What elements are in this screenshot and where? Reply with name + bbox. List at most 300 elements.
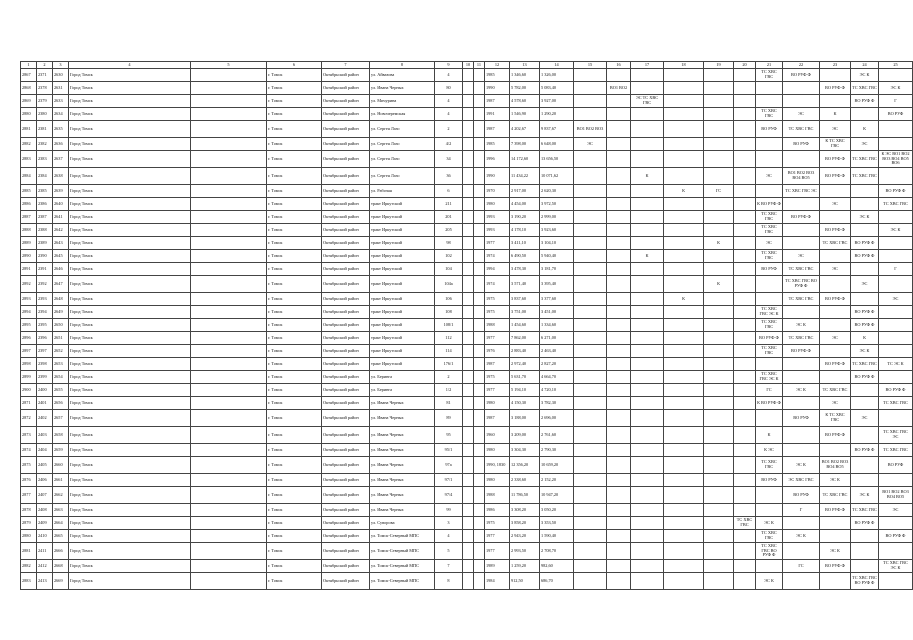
table-cell: Октябрьский район [322, 371, 370, 384]
header-cell: 16 [607, 62, 631, 69]
table-cell: ГС [756, 384, 783, 397]
table-cell: 3 209,00 [510, 427, 540, 444]
header-cell: 25 [879, 62, 913, 69]
table-cell [574, 345, 607, 358]
table-cell [463, 371, 474, 384]
table-cell [879, 121, 913, 138]
table-cell: г. Томск [267, 410, 322, 427]
table-cell [704, 319, 734, 332]
table-cell: 108/1 [435, 319, 463, 332]
table-cell [191, 530, 267, 543]
table-cell [783, 517, 820, 530]
table-cell: 13 656,50 [540, 151, 574, 168]
table-cell: ВО РУФ Ф [879, 185, 913, 198]
table-cell [607, 457, 631, 474]
table-cell: 3 927,00 [540, 95, 574, 108]
header-cell: 4 [69, 62, 191, 69]
table-cell [474, 427, 485, 444]
table-cell: ул. Томск-Северный МПС [370, 543, 435, 560]
table-cell: 4 454,00 [510, 198, 540, 211]
table-cell [879, 306, 913, 319]
table-cell: ЭС К [851, 211, 879, 224]
header-cell: 17 [631, 62, 664, 69]
table-cell [704, 82, 734, 95]
table-cell: 3 751,00 [510, 306, 540, 319]
table-cell [704, 371, 734, 384]
header-cell: 1 [21, 62, 37, 69]
table-cell [463, 384, 474, 397]
table-cell: Октябрьский район [322, 121, 370, 138]
table-cell [704, 543, 734, 560]
table-cell: ТС ХВС ГВС [734, 517, 756, 530]
table-cell [191, 237, 267, 250]
table-cell: Октябрьский район [322, 168, 370, 185]
table-cell [463, 121, 474, 138]
table-cell [851, 397, 879, 410]
table-cell: 2637 [53, 151, 69, 168]
table-cell: 2382 [37, 138, 53, 151]
table-cell [704, 211, 734, 224]
table-cell [574, 397, 607, 410]
table-cell: ЭС К [820, 474, 851, 487]
table-cell: ЭС [756, 168, 783, 185]
table-cell [463, 211, 474, 224]
table-cell: Город Томск [69, 151, 191, 168]
table-cell: 176/1 [435, 358, 463, 371]
table-cell [463, 487, 474, 504]
table-cell: ТС ХВС ГВС [879, 198, 913, 211]
table-cell [704, 306, 734, 319]
table-cell [631, 332, 664, 345]
table-cell [783, 151, 820, 168]
table-cell: 3 782,30 [540, 397, 574, 410]
table-cell [631, 345, 664, 358]
table-cell [474, 293, 485, 306]
table-cell [664, 573, 704, 590]
table-cell: 7 398,00 [510, 138, 540, 151]
table-cell [734, 487, 756, 504]
table-cell [574, 504, 607, 517]
table-cell [631, 185, 664, 198]
table-cell [734, 151, 756, 168]
table-cell [463, 263, 474, 276]
table-cell [574, 371, 607, 384]
table-cell [756, 293, 783, 306]
table-cell: 108 [435, 306, 463, 319]
table-cell: ВО РУФ Ф [820, 427, 851, 444]
table-cell [664, 358, 704, 371]
table-cell [607, 397, 631, 410]
table-cell [463, 444, 474, 457]
table-cell [704, 345, 734, 358]
table-cell [704, 530, 734, 543]
table-cell: Город Томск [69, 306, 191, 319]
table-cell: 4 202,67 [510, 121, 540, 138]
table-cell: Г [879, 95, 913, 108]
table-cell [474, 319, 485, 332]
table-cell [734, 560, 756, 573]
table-cell [734, 211, 756, 224]
table-cell: ЭС К [820, 543, 851, 560]
table-cell [879, 543, 913, 560]
table-cell [631, 504, 664, 517]
table-cell: ул. Беринга [370, 371, 435, 384]
table-cell [704, 410, 734, 427]
table-cell [879, 319, 913, 332]
table-cell: 2661 [53, 474, 69, 487]
table-cell: ЭС К [756, 573, 783, 590]
table-cell: тракт Иркутский [370, 198, 435, 211]
table-cell: 2884 [21, 168, 37, 185]
table-cell: 2380 [37, 108, 53, 121]
table-row [21, 358, 913, 371]
table-cell: г. Томск [267, 397, 322, 410]
table-cell: тракт Иркутский [370, 237, 435, 250]
table-cell [783, 444, 820, 457]
table-row [21, 319, 913, 332]
table-cell: ТС ХВС ГВС [783, 121, 820, 138]
table-cell [756, 276, 783, 293]
table-cell: К [664, 185, 704, 198]
table-cell [607, 293, 631, 306]
table-cell: ЭС [820, 263, 851, 276]
table-cell: ул. Рабочая [370, 185, 435, 198]
table-cell: 2401 [37, 397, 53, 410]
table-cell [631, 427, 664, 444]
table-cell [463, 332, 474, 345]
table-row [21, 276, 913, 293]
table-cell: 2666 [53, 543, 69, 560]
table-cell [607, 237, 631, 250]
table-cell: 2381 [37, 121, 53, 138]
table-cell: 1993 [485, 211, 510, 224]
table-cell: 3 411,10 [510, 237, 540, 250]
table-cell: ул. Ивана Черных [370, 457, 435, 474]
table-cell [664, 306, 704, 319]
table-cell: 2371 [37, 69, 53, 82]
table-cell [474, 306, 485, 319]
table-cell: 8 [435, 573, 463, 590]
table-cell: г. Томск [267, 263, 322, 276]
table-cell: ЭС [783, 250, 820, 263]
table-cell: ВО РУФ Ф [851, 517, 879, 530]
table-cell: ГС [704, 185, 734, 198]
table-cell: ТС ХВС ГВС [851, 82, 879, 95]
table-cell: ВО РУФ [783, 487, 820, 504]
table-cell [704, 138, 734, 151]
table-cell [664, 168, 704, 185]
table-cell: К [704, 237, 734, 250]
table-cell: 211 [435, 198, 463, 211]
table-cell [574, 224, 607, 237]
table-cell [463, 306, 474, 319]
table-cell: 2659 [53, 444, 69, 457]
table-cell [664, 69, 704, 82]
table-cell [574, 306, 607, 319]
table-cell: Октябрьский район [322, 138, 370, 151]
table-cell: ВО РУФ [783, 138, 820, 151]
table-cell [879, 573, 913, 590]
table-cell: г. Томск [267, 151, 322, 168]
table-cell [704, 573, 734, 590]
table-cell: ВО РУФ Ф [879, 384, 913, 397]
table-row [21, 573, 913, 590]
table-cell: 2 338,60 [510, 474, 540, 487]
table-cell [474, 573, 485, 590]
table-cell [463, 517, 474, 530]
table-cell [879, 517, 913, 530]
table-cell: 3 972,50 [540, 198, 574, 211]
table-cell: г. Томск [267, 371, 322, 384]
table-cell [474, 457, 485, 474]
table-cell [756, 487, 783, 504]
table-cell: тракт Иркутский [370, 211, 435, 224]
table-cell [820, 69, 851, 82]
table-cell [191, 504, 267, 517]
table-cell [574, 410, 607, 427]
table-cell: 2653 [53, 358, 69, 371]
table-cell: Город Томск [69, 457, 191, 474]
table-cell [463, 504, 474, 517]
table-cell: 1 326,00 [540, 69, 574, 82]
table-cell: К ТС ХВС ГВС [820, 410, 851, 427]
table-cell [664, 474, 704, 487]
table-body [21, 62, 913, 590]
table-cell: 2386 [37, 198, 53, 211]
table-cell: 2633 [53, 95, 69, 108]
table-cell [474, 168, 485, 185]
table-cell: ЭС К [851, 69, 879, 82]
table-cell: ВО РУФ [756, 474, 783, 487]
table-cell: 2631 [53, 82, 69, 95]
table-cell: 4 [435, 69, 463, 82]
table-cell [851, 560, 879, 573]
table-cell: ТС ХВС ГВС ВО РУФ Ф [783, 276, 820, 293]
table-cell [734, 345, 756, 358]
table-cell: 2645 [53, 250, 69, 263]
table-cell [704, 332, 734, 345]
table-cell [607, 517, 631, 530]
table-cell [734, 573, 756, 590]
table-cell: тракт Иркутский [370, 345, 435, 358]
table-cell: К [631, 250, 664, 263]
table-cell: 2664 [53, 517, 69, 530]
table-cell: 98 [435, 237, 463, 250]
table-cell: ВО РУФ Ф [756, 332, 783, 345]
table-cell: ВО РУФ Ф [851, 319, 879, 332]
table-cell: 14 172,60 [510, 151, 540, 168]
table-cell: 2 620,30 [540, 185, 574, 198]
table-cell [474, 82, 485, 95]
table-cell: ТС ХВС ГВС [783, 293, 820, 306]
table-cell: Город Томск [69, 168, 191, 185]
table-cell [463, 560, 474, 573]
table-cell: г. Томск [267, 95, 322, 108]
table-cell: Город Томск [69, 371, 191, 384]
table-cell: 3 188,00 [510, 410, 540, 427]
table-cell: ЭС [756, 237, 783, 250]
table-cell: ул. Ивана Черных [370, 427, 435, 444]
table-cell [574, 237, 607, 250]
table-cell: ТС ХВС ГВС ЭС К [879, 560, 913, 573]
table-cell [664, 276, 704, 293]
table-cell: 2 917,00 [510, 185, 540, 198]
header-cell: 8 [370, 62, 435, 69]
table-cell: ЭС [820, 397, 851, 410]
table-cell: Октябрьский район [322, 224, 370, 237]
table-cell: ТС ХВС ГВС [820, 487, 851, 504]
table-cell [463, 410, 474, 427]
table-cell: 3 395,40 [540, 276, 574, 293]
table-cell: 2403 [37, 427, 53, 444]
table-cell: г. Томск [267, 517, 322, 530]
table-cell [664, 543, 704, 560]
table-cell [191, 69, 267, 82]
table-cell: 1988 [485, 487, 510, 504]
table-cell: 1980 [485, 474, 510, 487]
table-cell [851, 224, 879, 237]
table-cell: ТС ХВС ГВС ЭС К [756, 306, 783, 319]
table-cell: г. Томск [267, 211, 322, 224]
table-cell [607, 371, 631, 384]
table-cell [664, 457, 704, 474]
table-cell: 95/1 [435, 444, 463, 457]
table-cell [191, 517, 267, 530]
table-cell: 1984 [485, 573, 510, 590]
table-cell [704, 457, 734, 474]
table-cell [607, 332, 631, 345]
table-cell [574, 263, 607, 276]
table-cell: ЭС [879, 293, 913, 306]
table-cell: 1987 [485, 410, 510, 427]
table-cell [664, 345, 704, 358]
table-cell: 2630 [53, 69, 69, 82]
table-cell: 2890 [21, 250, 37, 263]
table-cell: 2 999,00 [540, 211, 574, 224]
table-cell [879, 410, 913, 427]
table-cell [756, 138, 783, 151]
table-cell: 2892 [21, 276, 37, 293]
table-row [21, 332, 913, 345]
table-cell: 4 578,60 [510, 95, 540, 108]
table-cell: 2658 [53, 427, 69, 444]
table-cell: 11 786,50 [510, 487, 540, 504]
table-cell [704, 168, 734, 185]
table-cell [607, 504, 631, 517]
table-cell: 2 827,20 [540, 358, 574, 371]
table-cell [820, 345, 851, 358]
table-cell [607, 444, 631, 457]
table-cell: 1985 [485, 69, 510, 82]
table-cell [463, 198, 474, 211]
table-cell: ЭС К [851, 487, 879, 504]
table-cell [191, 427, 267, 444]
table-cell [734, 504, 756, 517]
table-cell [704, 517, 734, 530]
table-cell: ЭС К [783, 457, 820, 474]
table-row [21, 108, 913, 121]
table-cell [631, 69, 664, 82]
table-cell: 2874 [21, 444, 37, 457]
table-cell: 7 862,00 [510, 332, 540, 345]
table-cell: 7 [435, 560, 463, 573]
table-cell: ул. Томск-Северный МПС [370, 573, 435, 590]
table-cell: Октябрьский район [322, 306, 370, 319]
table-cell [734, 198, 756, 211]
table-cell [631, 276, 664, 293]
table-cell: 2879 [21, 517, 37, 530]
table-cell: Октябрьский район [322, 332, 370, 345]
table-cell: 2878 [21, 504, 37, 517]
table-cell: г. Томск [267, 198, 322, 211]
table-cell: ул. Ивана Черных [370, 444, 435, 457]
table-row [21, 427, 913, 444]
table-cell: ул. Сергея Лазо [370, 168, 435, 185]
table-cell: 1977 [485, 543, 510, 560]
table-cell: 2 [435, 371, 463, 384]
table-cell [704, 384, 734, 397]
table-cell: ЭС К [851, 345, 879, 358]
table-cell: Город Томск [69, 121, 191, 138]
table-cell [474, 263, 485, 276]
table-cell: г. Томск [267, 384, 322, 397]
table-cell: 2886 [21, 198, 37, 211]
table-cell: 5 940,40 [540, 250, 574, 263]
table-row [21, 211, 913, 224]
header-cell: 20 [734, 62, 756, 69]
table-cell [191, 276, 267, 293]
table-cell [734, 185, 756, 198]
table-cell: г. Томск [267, 121, 322, 138]
table-cell [474, 397, 485, 410]
table-cell: К ЭС [756, 444, 783, 457]
table-cell: 2655 [53, 384, 69, 397]
table-cell: ул. Мичурина [370, 95, 435, 108]
table-cell [734, 332, 756, 345]
table-cell: ТС ХВС ГВС ЭС [783, 185, 820, 198]
table-cell [704, 224, 734, 237]
table-cell: 2412 [37, 560, 53, 573]
table-cell: ТС ХВС ГВС [756, 211, 783, 224]
table-cell [574, 573, 607, 590]
table-cell [631, 138, 664, 151]
table-cell: Октябрьский район [322, 504, 370, 517]
table-cell: Город Томск [69, 185, 191, 198]
table-cell [783, 543, 820, 560]
table-cell: 2400 [37, 384, 53, 397]
table-cell [664, 138, 704, 151]
table-cell: 2882 [21, 560, 37, 573]
table-cell: 2881 [21, 543, 37, 560]
table-cell: 2411 [37, 543, 53, 560]
table-cell: 114 [435, 345, 463, 358]
table-cell [574, 457, 607, 474]
table-cell: ВО РУФ Ф [851, 237, 879, 250]
table-cell [191, 121, 267, 138]
table-cell [631, 474, 664, 487]
table-cell: К [631, 168, 664, 185]
table-cell [463, 573, 474, 590]
table-cell [463, 397, 474, 410]
table-cell [574, 543, 607, 560]
table-row [21, 263, 913, 276]
table-cell: 1977 [485, 332, 510, 345]
table-cell [704, 69, 734, 82]
table-cell: ТС ХВС ГВС ВО РУФ Ф [851, 573, 879, 590]
table-cell [474, 384, 485, 397]
table-cell: 2402 [37, 410, 53, 427]
table-cell [704, 293, 734, 306]
